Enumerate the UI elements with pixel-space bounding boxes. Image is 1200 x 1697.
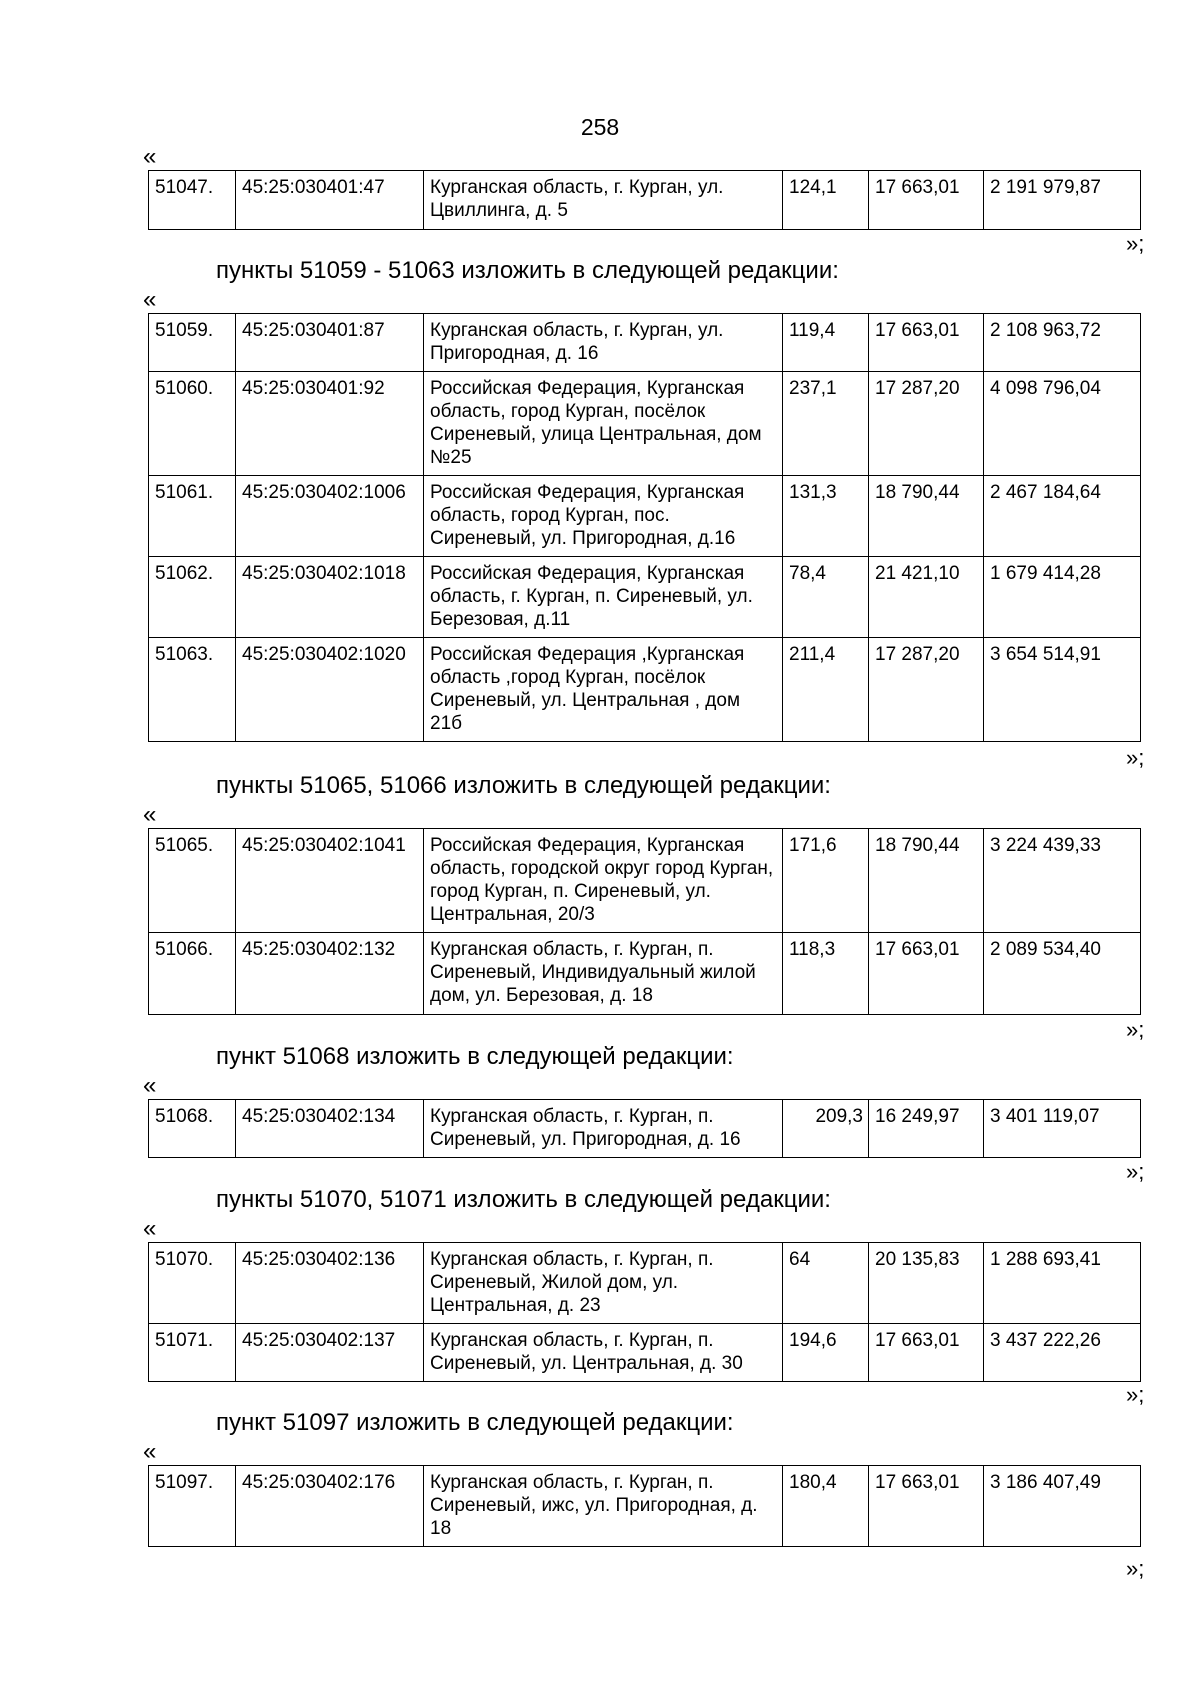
unit-value: 17 663,01: [869, 171, 984, 230]
address: Курганская область, г. Курган, п. Сиреневый, Жилой дом, ул. Центральная, д. 23: [424, 1243, 783, 1324]
cadastral-number: 45:25:030402:1018: [236, 557, 424, 638]
table-row: [149, 1466, 1141, 1547]
table-row: [149, 171, 1141, 230]
cadastral-number: 45:25:030401:47: [236, 171, 424, 230]
table-row: [149, 638, 1141, 742]
item-number: 51062.: [149, 557, 236, 638]
section-heading: пункты 51070, 51071 изложить в следующей редакции:: [216, 1186, 831, 1213]
table-row: [149, 1243, 1141, 1324]
amendment-table-5: [148, 1465, 1141, 1547]
close-quote: »;: [1126, 231, 1145, 256]
table-row: [149, 314, 1141, 372]
open-quote: «: [143, 801, 157, 828]
cadastral-number: 45:25:030402:176: [236, 1466, 424, 1547]
unit-value: 18 790,44: [869, 829, 984, 933]
cadastral-number: 45:25:030402:1006: [236, 476, 424, 557]
close-quote: »;: [1126, 1159, 1145, 1184]
address: Курганская область, г. Курган, п. Сиреневый, Индивидуальный жилой дом, ул. Березовая, д. 18: [424, 933, 783, 1015]
cadastral-value: 3 437 222,26: [984, 1324, 1141, 1382]
table-row: [149, 1100, 1141, 1158]
unit-value: 17 663,01: [869, 314, 984, 372]
unit-value: 17 663,01: [869, 933, 984, 1015]
item-number: 51047.: [149, 171, 236, 230]
close-quote: »;: [1126, 1556, 1145, 1581]
item-number: 51066.: [149, 933, 236, 1015]
cadastral-number: 45:25:030401:87: [236, 314, 424, 372]
area: 194,6: [783, 1324, 869, 1382]
cadastral-value: 2 467 184,64: [984, 476, 1141, 557]
section-heading: пункты 51059 - 51063 изложить в следующей редакции:: [216, 257, 839, 284]
area: 119,4: [783, 314, 869, 372]
item-number: 51097.: [149, 1466, 236, 1547]
cadastral-number: 45:25:030402:136: [236, 1243, 424, 1324]
cadastral-value: 2 089 534,40: [984, 933, 1141, 1015]
address: Российская Федерация, Курганская область, город Курган, пос. Сиреневый, ул. Пригородная, д.16: [424, 476, 783, 557]
address: Курганская область, г. Курган, п. Сиреневый, ижс, ул. Пригородная, д. 18: [424, 1466, 783, 1547]
address: Российская Федерация ,Курганская область ,город Курган, посёлок Сиреневый, ул. Центральная , дом 21б: [424, 638, 783, 742]
amendment-table-1: [148, 313, 1141, 742]
address: Российская Федерация, Курганская область, город Курган, посёлок Сиреневый, улица Центральная, дом №25: [424, 372, 783, 476]
unit-value: 17 663,01: [869, 1324, 984, 1382]
address: Курганская область, г. Курган, ул. Пригородная, д. 16: [424, 314, 783, 372]
amendment-table-3: [148, 1099, 1141, 1158]
close-quote: »;: [1126, 1017, 1145, 1042]
address: Курганская область, г. Курган, п. Сиреневый, ул. Центральная, д. 30: [424, 1324, 783, 1382]
area: 180,4: [783, 1466, 869, 1547]
cadastral-value: 3 224 439,33: [984, 829, 1141, 933]
open-quote: «: [143, 143, 157, 170]
address: Российская Федерация, Курганская область, г. Курган, п. Сиреневый, ул. Березовая, д.11: [424, 557, 783, 638]
unit-value: 17 287,20: [869, 638, 984, 742]
unit-value: 16 249,97: [869, 1100, 984, 1158]
area: 211,4: [783, 638, 869, 742]
cadastral-value: 3 186 407,49: [984, 1466, 1141, 1547]
amendment-table-4: [148, 1242, 1141, 1382]
section-heading: пункт 51097 изложить в следующей редакции:: [216, 1409, 734, 1436]
area: 118,3: [783, 933, 869, 1015]
address: Курганская область, г. Курган, п. Сиреневый, ул. Пригородная, д. 16: [424, 1100, 783, 1158]
item-number: 51059.: [149, 314, 236, 372]
close-quote: »;: [1126, 1382, 1145, 1407]
item-number: 51061.: [149, 476, 236, 557]
item-number: 51060.: [149, 372, 236, 476]
cadastral-number: 45:25:030402:1041: [236, 829, 424, 933]
area: 209,3: [783, 1100, 869, 1158]
amendment-table-0: [148, 170, 1141, 230]
unit-value: 21 421,10: [869, 557, 984, 638]
amendment-table-2: [148, 828, 1141, 1015]
area: 171,6: [783, 829, 869, 933]
open-quote: «: [143, 286, 157, 313]
item-number: 51065.: [149, 829, 236, 933]
item-number: 51070.: [149, 1243, 236, 1324]
item-number: 51071.: [149, 1324, 236, 1382]
area: 78,4: [783, 557, 869, 638]
unit-value: 20 135,83: [869, 1243, 984, 1324]
area: 124,1: [783, 171, 869, 230]
address: Российская Федерация, Курганская область, городской округ город Курган, город Курган, п. Сиреневый, ул. Центральная, 20/3: [424, 829, 783, 933]
close-quote: »;: [1126, 745, 1145, 770]
cadastral-value: 3 654 514,91: [984, 638, 1141, 742]
unit-value: 17 663,01: [869, 1466, 984, 1547]
area: 237,1: [783, 372, 869, 476]
cadastral-number: 45:25:030402:134: [236, 1100, 424, 1158]
unit-value: 18 790,44: [869, 476, 984, 557]
table-row: [149, 476, 1141, 557]
section-heading: пункты 51065, 51066 изложить в следующей редакции:: [216, 772, 831, 799]
table-row: [149, 1324, 1141, 1382]
cadastral-value: 4 098 796,04: [984, 372, 1141, 476]
page-number: 258: [580, 114, 620, 140]
cadastral-value: 2 191 979,87: [984, 171, 1141, 230]
unit-value: 17 287,20: [869, 372, 984, 476]
cadastral-value: 1 288 693,41: [984, 1243, 1141, 1324]
section-heading: пункт 51068 изложить в следующей редакции:: [216, 1043, 734, 1070]
table-row: [149, 933, 1141, 1015]
open-quote: «: [143, 1215, 157, 1242]
cadastral-number: 45:25:030402:1020: [236, 638, 424, 742]
table-row: [149, 557, 1141, 638]
cadastral-number: 45:25:030401:92: [236, 372, 424, 476]
cadastral-value: 2 108 963,72: [984, 314, 1141, 372]
area: 131,3: [783, 476, 869, 557]
cadastral-number: 45:25:030402:132: [236, 933, 424, 1015]
area: 64: [783, 1243, 869, 1324]
table-row: [149, 372, 1141, 476]
open-quote: «: [143, 1072, 157, 1099]
cadastral-value: 1 679 414,28: [984, 557, 1141, 638]
item-number: 51068.: [149, 1100, 236, 1158]
table-row: [149, 829, 1141, 933]
open-quote: «: [143, 1438, 157, 1465]
cadastral-value: 3 401 119,07: [984, 1100, 1141, 1158]
item-number: 51063.: [149, 638, 236, 742]
cadastral-number: 45:25:030402:137: [236, 1324, 424, 1382]
address: Курганская область, г. Курган, ул. Цвиллинга, д. 5: [424, 171, 783, 230]
